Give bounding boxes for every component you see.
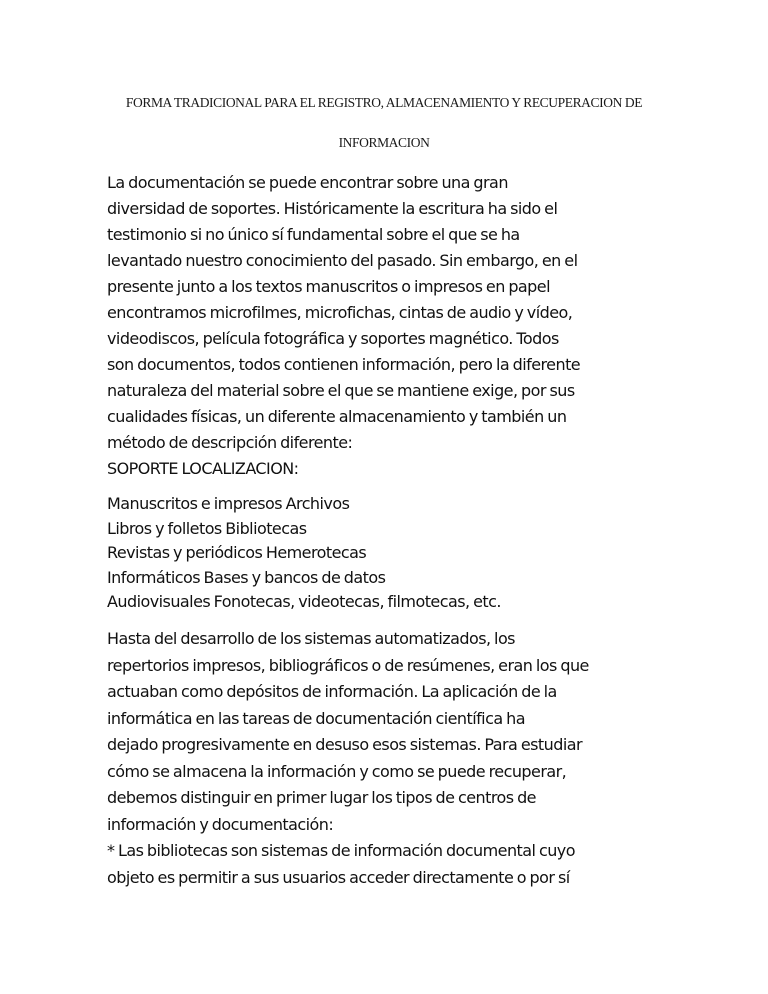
soporte-heading (107, 456, 667, 482)
list-item: Manuscritos e impresos Archivos (107, 494, 350, 513)
paragraph-line: naturaleza del material sobre el que se mantiene exige, por sus (107, 381, 575, 400)
paragraph-line: La documentación se puede encontrar sobre una gran (107, 173, 508, 192)
paragraph-line: debemos distinguir en primer lugar los tipos de centros de (107, 788, 536, 807)
paragraph-line: cómo se almacena la información y como se puede recuperar, (107, 761, 567, 781)
paragraph-line: Hasta del desarrollo de los sistemas automatizados, los (107, 629, 515, 648)
paragraph-intro (107, 170, 667, 456)
paragraph-line: * Las bibliotecas son sistemas de información documental cuyo (107, 841, 575, 860)
list-item: Libros y folletos Bibliotecas (107, 518, 307, 538)
paragraph-line: videodiscos, película fotográfica y soportes magnético. Todos (107, 329, 559, 348)
paragraph-sistemas (107, 626, 667, 891)
paragraph-line: método de descripción diferente: (107, 433, 353, 452)
paragraph-line: testimonio si no único sí fundamental sobre el que se ha (107, 225, 520, 244)
paragraph-line: actuaban como depósitos de información. La aplicación de la (107, 682, 557, 701)
paragraph-line: son documentos, todos contienen información, pero la diferente (107, 355, 581, 374)
paragraph-line: encontramos microfilmes, microfichas, cintas de audio y vídeo, (107, 303, 573, 322)
list-item: Informáticos Bases y bancos de datos (107, 567, 386, 587)
paragraph-line: repertorios impresos, bibliográficos o de resúmenes, eran los que (107, 655, 589, 675)
section-heading: SOPORTE LOCALIZACION: (107, 459, 299, 478)
paragraph-line: presente junto a los textos manuscritos o impresos en papel (107, 277, 550, 296)
paragraph-line: levantado nuestro conocimiento del pasado. Sin embargo, en el (107, 251, 578, 270)
paragraph-line: informática en las tareas de documentación científica ha (107, 708, 525, 728)
document-title-line-2: INFORMACION (338, 135, 430, 150)
paragraph-line: información y documentación: (107, 814, 334, 834)
document-title-line-1: FORMA TRADICIONAL PARA EL REGISTRO, ALMACENAMIENTO Y RECUPERACION DE (125, 95, 643, 110)
list-item: Audiovisuales Fonotecas, videotecas, filmotecas, etc. (107, 592, 501, 611)
paragraph-line: objeto es permitir a sus usuarios acceder directamente o por sí (107, 867, 570, 887)
paragraph-line: diversidad de soportes. Históricamente la escritura ha sido el (107, 199, 558, 218)
paragraph-line: cualidades físicas, un diferente almacenamiento y también un (107, 407, 567, 426)
list-item: Revistas y periódicos Hemerotecas (107, 543, 367, 562)
paragraph-line: dejado progresivamente en desuso esos sistemas. Para estudiar (107, 735, 583, 754)
soporte-list (107, 492, 667, 615)
